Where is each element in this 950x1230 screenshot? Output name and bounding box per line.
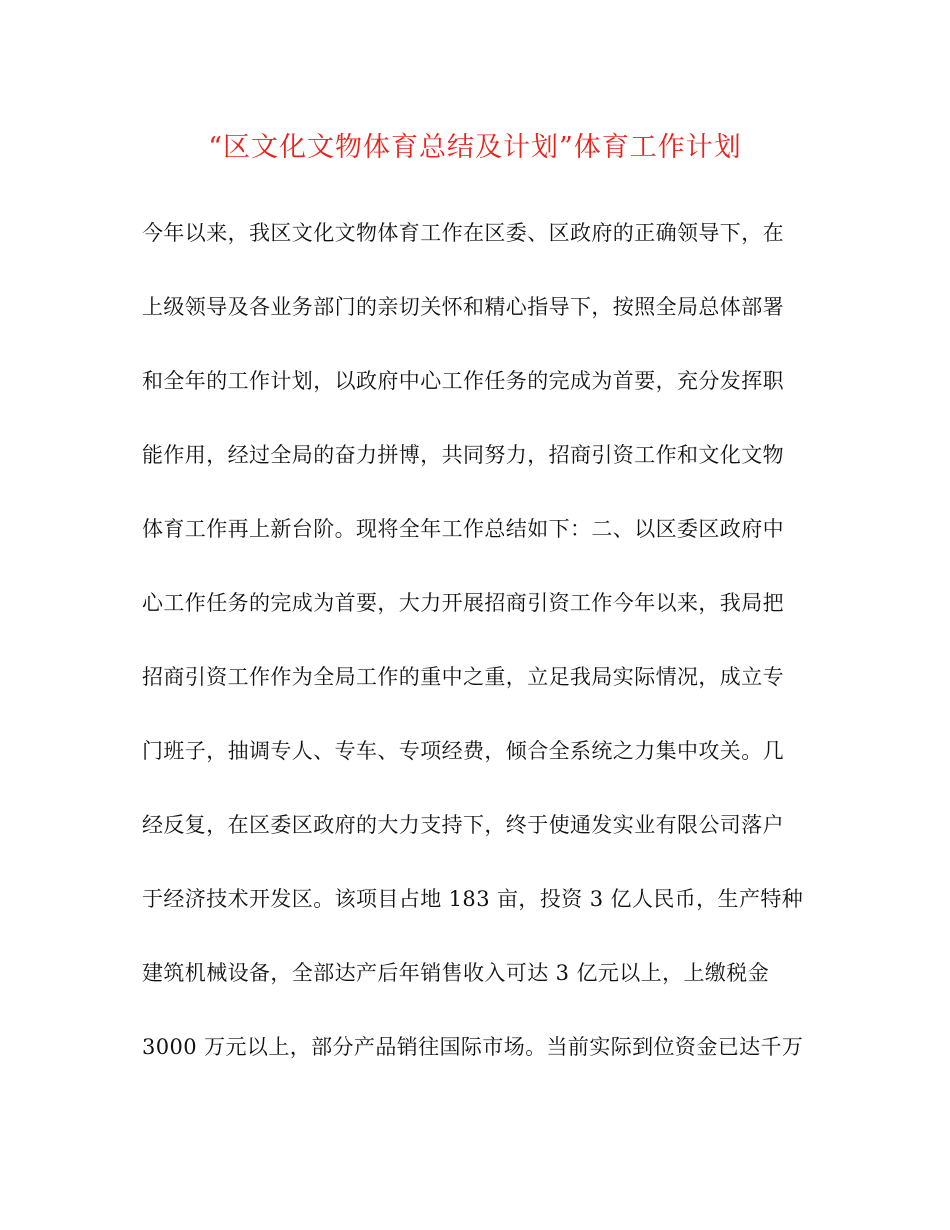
- body-text-line: 招商引资工作作为全局工作的重中之重，立足我局实际情况，成立专: [142, 665, 784, 689]
- body-text-line: 和全年的工作计划，以政府中心工作任务的完成为首要，充分发挥职: [142, 369, 784, 393]
- document-title: “区文化文物体育总结及计划”体育工作计划: [208, 132, 742, 163]
- body-text-line: 上级领导及各业务部门的亲切关怀和精心指导下，按照全局总体部署: [142, 295, 784, 319]
- body-text-line: 经反复，在区委区政府的大力支持下，终于使通发实业有限公司落户: [142, 813, 784, 837]
- body-text-line: 心工作任务的完成为首要，大力开展招商引资工作今年以来，我局把: [142, 591, 784, 615]
- body-text-line: 于经济技术开发区。该项目占地 183 亩，投资 3 亿人民币，生产特种: [142, 887, 804, 911]
- body-text-line: 建筑机械设备，全部达产后年销售收入可达 3 亿元以上，上缴税金: [142, 961, 770, 985]
- body-text-line: 门班子，抽调专人、专车、专项经费，倾合全系统之力集中攻关。几: [142, 739, 784, 763]
- body-text-line: 今年以来，我区文化文物体育工作在区委、区政府的正确领导下，在: [142, 221, 784, 245]
- body-text-line: 3000 万元以上，部分产品销往国际市场。当前实际到位资金已达千万: [142, 1035, 804, 1059]
- body-text-line: 能作用，经过全局的奋力拼博，共同努力，招商引资工作和文化文物: [142, 443, 784, 467]
- body-text-line: 体育工作再上新台阶。现将全年工作总结如下：二、以区委区政府中: [142, 517, 784, 541]
